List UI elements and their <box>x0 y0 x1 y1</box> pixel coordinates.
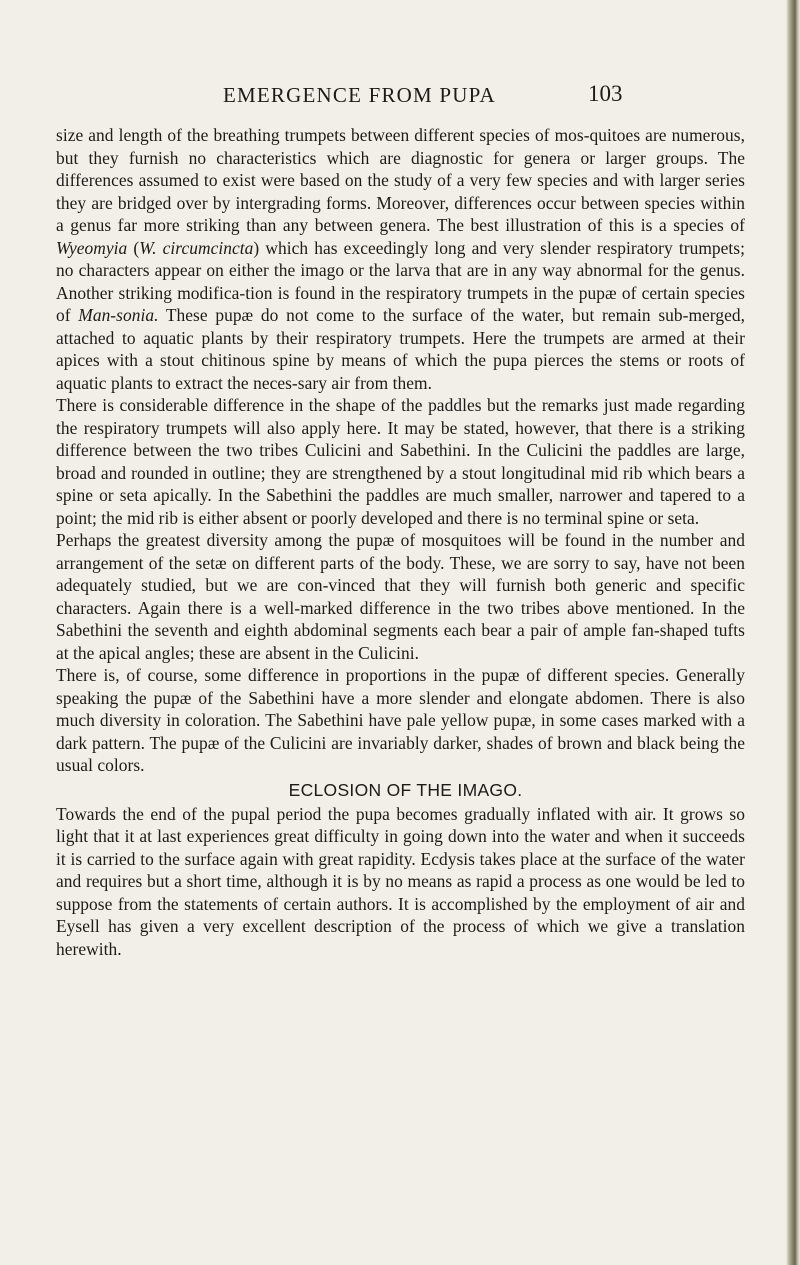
text-run: Towards the end of the pupal period the pupa becomes gradually inflated with air. It grows so light that it at last experiences great difficulty in going down into the water and when it succeeds it is carried to the surface again with great rapidity. Ecdysis takes place at the surface of the water and requires but a short time, although it is by no means as rapid a process as one would be led to suppose from the statements of certain authors. It is accomplished by the employment of air and Eysell has given a very excellent description of the process of which we give a translation herewith. <box>56 803 745 959</box>
paragraph <box>56 529 745 664</box>
text-run: ( <box>127 237 140 258</box>
text-run: ) which has exceedingly long and very slender respiratory trumpets; no characters appear on either the imago or the larva that are in any way abnormal for the genus. Another striking modifica-tion is found in the respiratory trumpets in the pupæ of certain species of <box>56 237 745 325</box>
page-number: 103 <box>588 81 623 106</box>
text-run: These pupæ do not come to the surface of the water, but remain sub-merged, attached to aquatic plants by their respiratory trumpets. Here the trumpets are armed at their apices with a stout chitinous spine by means of which the pupa pierces the stems or roots of aquatic plants to extract the neces-sary air from them. <box>56 305 745 393</box>
paragraph <box>56 803 745 961</box>
running-head <box>0 82 800 112</box>
italic-text: Man-sonia. <box>78 305 159 325</box>
paragraph-group <box>56 803 745 961</box>
body-text <box>56 124 745 960</box>
paragraph-group <box>56 124 745 777</box>
italic-text: W. circumcincta <box>139 237 254 258</box>
paragraph <box>56 124 745 394</box>
page-edge-shadow <box>786 0 800 1265</box>
text-run: Perhaps the greatest diversity among the pupæ of mosquitoes will be found in the number and arrangement of the setæ on different parts of the body. These, we are sorry to say, have not been adequately studied, but we are con-vinced that they will furnish both generic and specific characters. Again there is a well-marked difference in the two tribes above mentioned. In the Sabethini the seventh and eighth abdominal segments each bear a pair of ample fan-shaped tufts at the apical angles; these are absent in the Culicini. <box>56 530 745 663</box>
text-run: There is, of course, some difference in proportions in the pupæ of different species. Generally speaking the pupæ of the Sabethini have a more slender and elongate abdomen. There is also much diversity in coloration. The Sabethini have pale yellow pupæ, in some cases marked with a dark pattern. The pupæ of the Culicini are invariably darker, shades of brown and black being the usual colors. <box>56 665 745 775</box>
text-run: size and length of the breathing trumpets between different species of mos-quitoes are numerous, but they furnish no characteristics which are diagnostic for genera or larger groups. The differences assumed to exist were based on the study of a very few species and with larger series they are bridged over by intergrading forms. Moreover, differences occur between species within a genus far more striking than any between genera. The best illustration of this is a species of <box>56 125 745 235</box>
section-heading: ECLOSION OF THE IMAGO. <box>288 779 523 800</box>
text-run: There is considerable difference in the shape of the paddles but the remarks just made regarding the respiratory trumpets will also apply here. It may be stated, however, that there is a striking difference between the two tribes Culicini and Sabethini. In the Culicini the paddles are large, broad and rounded in outline; they are strengthened by a stout longitudinal mid rib which bears a spine or seta apically. In the Sabethini the paddles are much smaller, narrower and tapered to a point; the mid rib is either absent or poorly developed and there is no terminal spine or seta. <box>56 395 745 528</box>
italic-text: Wyeomyia <box>56 237 128 258</box>
paragraph <box>56 394 745 529</box>
running-title: EMERGENCE FROM PUPA <box>223 83 496 107</box>
paragraph <box>56 664 745 777</box>
